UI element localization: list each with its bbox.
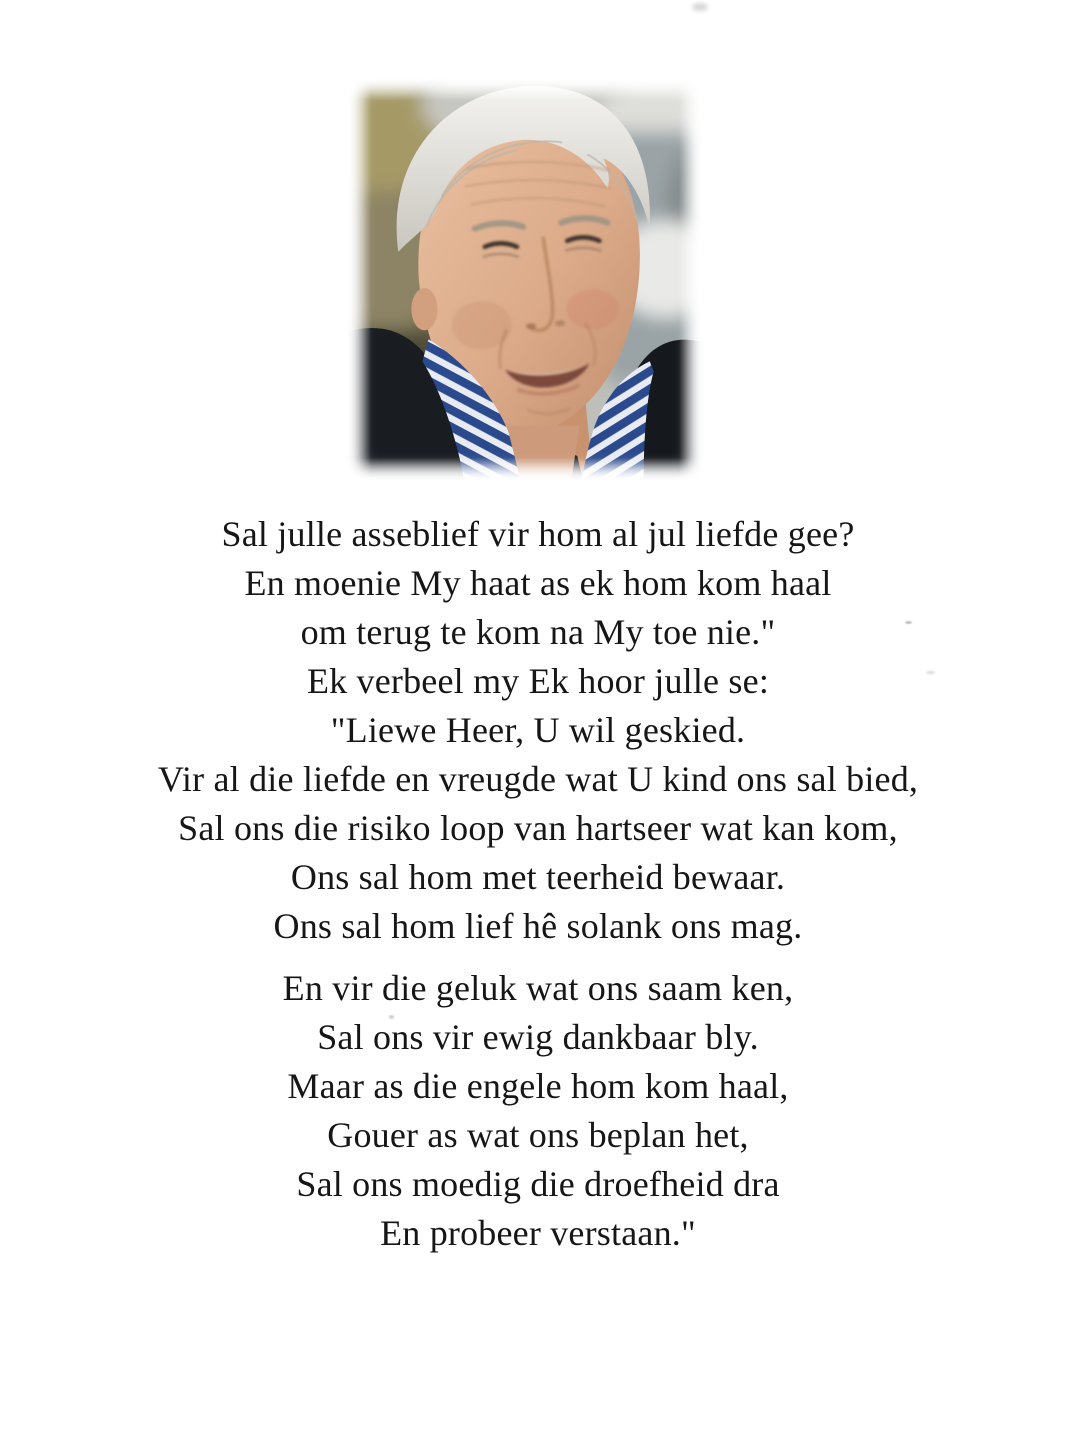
- poem-line-12: Maar as die engele hom kom haal,: [287, 1066, 789, 1106]
- poem-line-8: Ons sal hom met teerheid bewaar.: [290, 857, 786, 897]
- poem-line-4: Ek verbeel my Ek hoor julle se:: [306, 661, 770, 701]
- ear: [411, 288, 437, 330]
- poem-line-1: Sal julle asseblief vir hom al jul liefde gee?: [221, 514, 855, 554]
- poem-line-9: Ons sal hom lief hê solank ons mag.: [273, 906, 803, 946]
- scan-smudge: [692, 3, 708, 11]
- poem-line-3: om terug te kom na My toe nie.": [300, 612, 776, 652]
- poem-line-15: En probeer verstaan.": [380, 1213, 696, 1253]
- portrait-photo: [346, 76, 704, 482]
- poem: [0, 510, 1076, 1258]
- poem-stanza-1: [0, 510, 1076, 951]
- poem-line-7: Sal ons die risiko loop van hartseer wat kan kom,: [178, 808, 898, 848]
- poem-stanza-2: [0, 964, 1076, 1258]
- portrait-illustration: [346, 76, 704, 482]
- poem-line-5: "Liewe Heer, U wil geskied.: [330, 710, 746, 750]
- poem-line-14: Sal ons moedig die droefheid dra: [296, 1164, 780, 1204]
- poem-line-11: Sal ons vir ewig dankbaar bly.: [317, 1017, 759, 1057]
- poem-line-10: En vir die geluk wat ons saam ken,: [282, 968, 794, 1008]
- poem-line-13: Gouer as wat ons beplan het,: [327, 1115, 749, 1155]
- poem-line-2: En moenie My haat as ek hom kom haal: [244, 563, 832, 603]
- poem-line-6: Vir al die liefde en vreugde wat U kind ons sal bied,: [157, 759, 919, 799]
